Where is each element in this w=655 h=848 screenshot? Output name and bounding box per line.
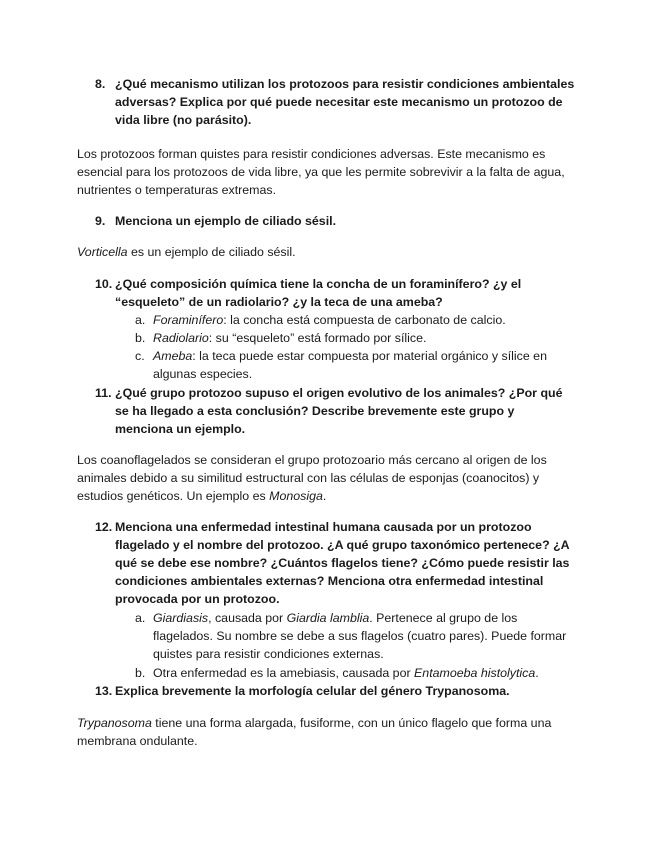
list-letter: b. <box>135 331 146 345</box>
question-number: 13. <box>95 684 113 698</box>
item-text: : su “esqueleto” está formado por sílice. <box>208 331 427 345</box>
list-letter: a. <box>135 611 146 625</box>
organism-name: Radiolario <box>153 331 209 345</box>
question-9 <box>95 212 575 230</box>
genus-name: Trypanosoma <box>77 716 152 730</box>
item-text: : la concha está compuesta de carbonato de calcio. <box>223 313 506 327</box>
species-name: Giardia lamblia <box>286 611 370 625</box>
question-text: Explica brevemente la morfología celular del género Trypanosoma. <box>115 684 510 698</box>
question-number: 11. <box>95 386 112 400</box>
answer-10-item-a <box>135 311 575 329</box>
disease-name: Giardiasis <box>153 611 209 625</box>
question-text: ¿Qué grupo protozoo supuso el origen evolutivo de los animales? ¿Por qué se ha llegado a esta conclusión? Describe brevemente este grupo y menciona un ejemplo. <box>115 386 563 436</box>
answer-end: . <box>322 489 327 503</box>
answer-13 <box>77 714 577 750</box>
question-number: 9. <box>95 214 106 228</box>
question-text: Menciona un ejemplo de ciliado sésil. <box>115 214 337 228</box>
question-11 <box>95 384 575 438</box>
species-name: Monosiga <box>269 489 323 503</box>
answer-11 <box>77 451 577 505</box>
organism-name: Ameba <box>153 349 193 363</box>
answer-text: Los coanoflagelados se consideran el grupo protozoario más cercano al origen de los animales debido a su similitud estructural con las células de esponjas (coanocitos) y estudios genéticos. Un ejemplo es <box>77 453 547 503</box>
answer-text: tiene una forma alargada, fusiforme, con un único flagelo que forma una membrana ondulante. <box>77 716 552 748</box>
answer-10-item-b <box>135 329 575 347</box>
answer-9 <box>77 243 577 261</box>
question-text: ¿Qué mecanismo utilizan los protozoos para resistir condiciones ambientales adversas? Explica por qué puede necesitar este mecanismo un protozoo de vida libre (no parásito). <box>115 77 575 127</box>
list-letter: c. <box>135 349 145 363</box>
question-text: ¿Qué composición química tiene la concha de un foraminífero? ¿y el “esqueleto” de un radiolario? ¿y la teca de una ameba? <box>115 277 522 309</box>
item-text: : la teca puede estar compuesta por material orgánico y sílice en algunas especies. <box>153 349 547 381</box>
item-end: . <box>535 666 539 680</box>
item-text: . Pertenece al grupo de los flagelados. Su nombre se debe a sus flagelos (cuatro pares). Puede formar quistes para resistir condiciones externas. <box>153 611 567 661</box>
answer-8: Los protozoos forman quistes para resistir condiciones adversas. Este mecanismo es esencial para los protozoos de vida libre, ya que les permite sobrevivir a la falta de agua, nutrientes o temperaturas extremas. <box>77 147 565 197</box>
answer-12-item-a <box>135 609 575 663</box>
item-text: , causada por <box>208 611 287 625</box>
question-text: Menciona una enfermedad intestinal humana causada por un protozoo flagelado y el nombre del protozoo. ¿A qué grupo taxonómico pertenece? ¿A qué se debe ese nombre? ¿Cuántos flagelos tiene? ¿Cómo puede resistir las condiciones ambientales externas? Menciona otra enfermedad intestinal provocada por un protozoo. <box>115 520 570 606</box>
question-10 <box>95 275 575 311</box>
question-number: 12. <box>95 520 113 534</box>
question-number: 10. <box>95 277 113 291</box>
question-13 <box>95 682 575 700</box>
species-name: Vorticella <box>77 245 128 259</box>
answer-text: es un ejemplo de ciliado sésil. <box>127 245 296 259</box>
answer-10-item-c <box>135 347 575 383</box>
list-letter: b. <box>135 666 146 680</box>
answer-12-item-b <box>135 664 575 682</box>
item-text: Otra enfermedad es la amebiasis, causada por <box>153 666 415 680</box>
list-letter: a. <box>135 313 146 327</box>
question-number: 8. <box>95 77 106 91</box>
species-name: Entamoeba histolytica <box>414 666 536 680</box>
question-8 <box>95 75 575 129</box>
question-12 <box>95 518 575 608</box>
organism-name: Foraminífero <box>153 313 224 327</box>
